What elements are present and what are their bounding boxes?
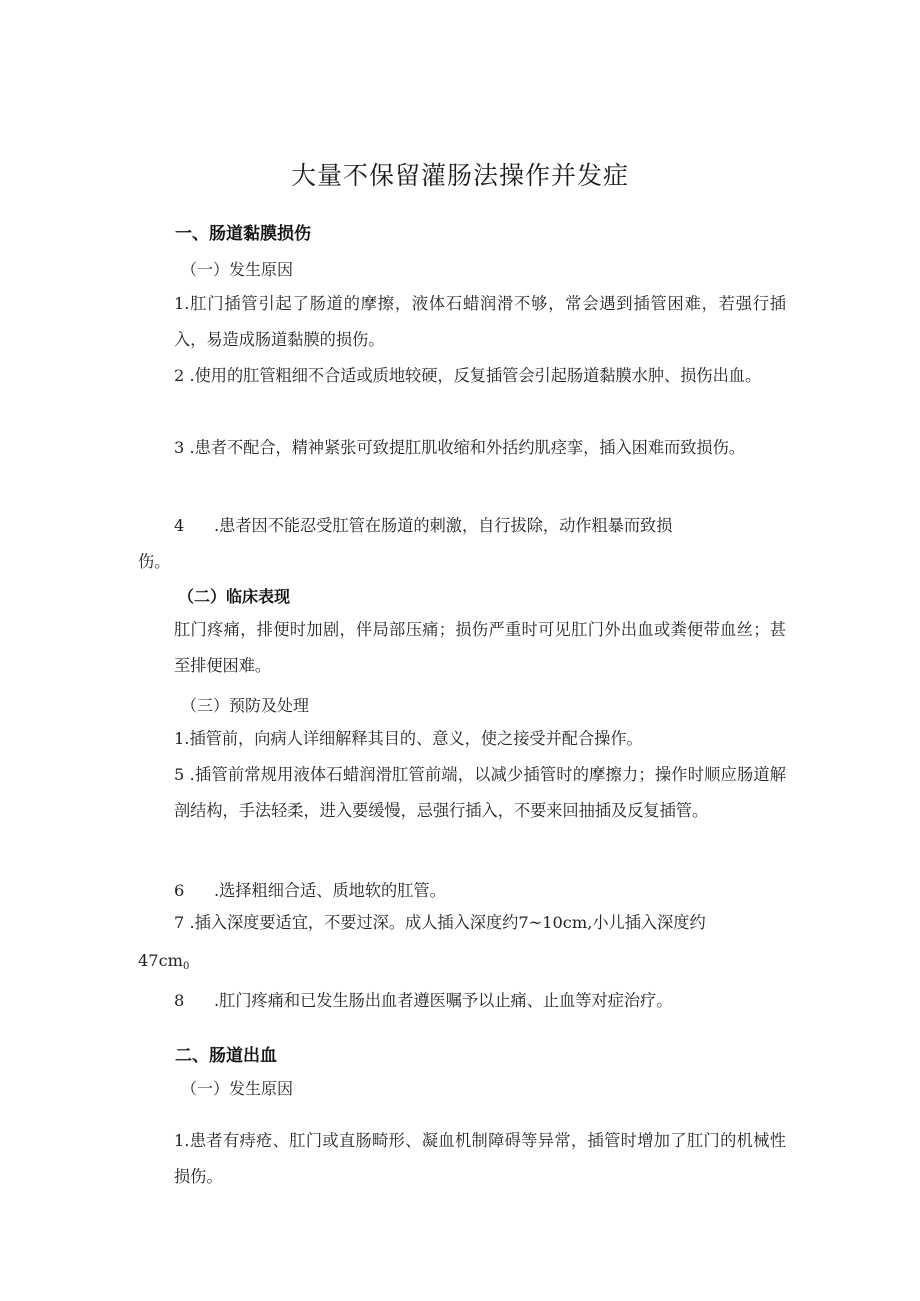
clinical-paragraph bbox=[138, 612, 786, 684]
cause-item-4-text: .患者因不能忍受肛管在肠道的刺激，自行拔除，动作粗暴而致损 bbox=[214, 516, 673, 535]
prevention-item-4-continuation bbox=[138, 951, 189, 972]
prevention-item-4-cont-subscript: 0 bbox=[183, 961, 190, 972]
cause-item-2-text: 2 .使用的肛管粗细不合适或质地较硬，反复插管会引起肠道黏膜水肿、损伤出血。 bbox=[174, 366, 762, 385]
section2-cause-item-1 bbox=[138, 1123, 786, 1195]
prevention-item-3 bbox=[174, 877, 446, 901]
cause-item-2 bbox=[138, 358, 786, 394]
prevention-item-2-text: 5 .插管前常规用液体石蜡润滑肛管前端，以减少插管时的摩擦力；操作时顺应肠道解剖结构，手法轻柔，进入要缓慢，忌强行插入，不要来回抽插及反复插管。 bbox=[174, 765, 786, 820]
cause-item-3-text: 3 .患者不配合，精神紧张可致提肛肌收缩和外括约肌痉挛，插入困难而致损伤。 bbox=[174, 438, 745, 457]
subheading-clinical: （二）临床表现 bbox=[178, 587, 291, 606]
prevention-item-2 bbox=[138, 757, 786, 829]
prevention-item-1 bbox=[138, 721, 786, 757]
section2-cause-item-1-text: 1.患者有痔疮、肛门或直肠畸形、凝血机制障碍等异常，插管时增加了肛门的机械性损伤。 bbox=[174, 1131, 786, 1186]
prevention-item-5-text: .肛门疼痛和已发生肠出血者遵医嘱予以止痛、止血等对症治疗。 bbox=[214, 991, 673, 1010]
section-heading-mucosal-injury: 一、肠道黏膜损伤 bbox=[175, 224, 311, 244]
subheading-causes-2: （一）发生原因 bbox=[181, 1079, 294, 1098]
cause-item-3 bbox=[138, 430, 786, 466]
prevention-item-5-number: 8 bbox=[174, 991, 185, 1010]
prevention-item-4-cont-text: 47cm bbox=[138, 951, 184, 970]
section-heading-intestinal-bleeding: 二、肠道出血 bbox=[175, 1046, 277, 1066]
prevention-item-3-number: 6 bbox=[174, 881, 185, 900]
prevention-item-5 bbox=[174, 987, 672, 1011]
cause-item-1 bbox=[138, 286, 786, 358]
cause-item-1-text: 1.肛门插管引起了肠道的摩擦，液体石蜡润滑不够，常会遇到插管困难，若强行插入，易造成肠道黏膜的损伤。 bbox=[174, 294, 786, 349]
cause-item-4-continuation: 伤。 bbox=[138, 552, 171, 571]
subheading-causes: （一）发生原因 bbox=[181, 260, 294, 279]
prevention-item-3-text: .选择粗细合适、质地软的肛管。 bbox=[214, 881, 446, 900]
subheading-prevention: （三）预防及处理 bbox=[181, 696, 310, 715]
prevention-item-4 bbox=[138, 905, 786, 941]
prevention-item-4-text: 7 .插入深度要适宜，不要过深。成人插入深度约7~10cm,小儿插入深度约 bbox=[174, 913, 706, 932]
document-title: 大量不保留灌肠法操作并发症 bbox=[290, 161, 629, 190]
prevention-item-1-text: 1.插管前，向病人详细解释其目的、意义，使之接受并配合操作。 bbox=[174, 729, 643, 748]
cause-item-4-number: 4 bbox=[174, 516, 185, 535]
clinical-text: 肛门疼痛，排便时加剧，伴局部压痛；损伤严重时可见肛门外出血或粪便带血丝；甚至排便困难。 bbox=[174, 620, 786, 675]
cause-item-4 bbox=[174, 512, 672, 536]
